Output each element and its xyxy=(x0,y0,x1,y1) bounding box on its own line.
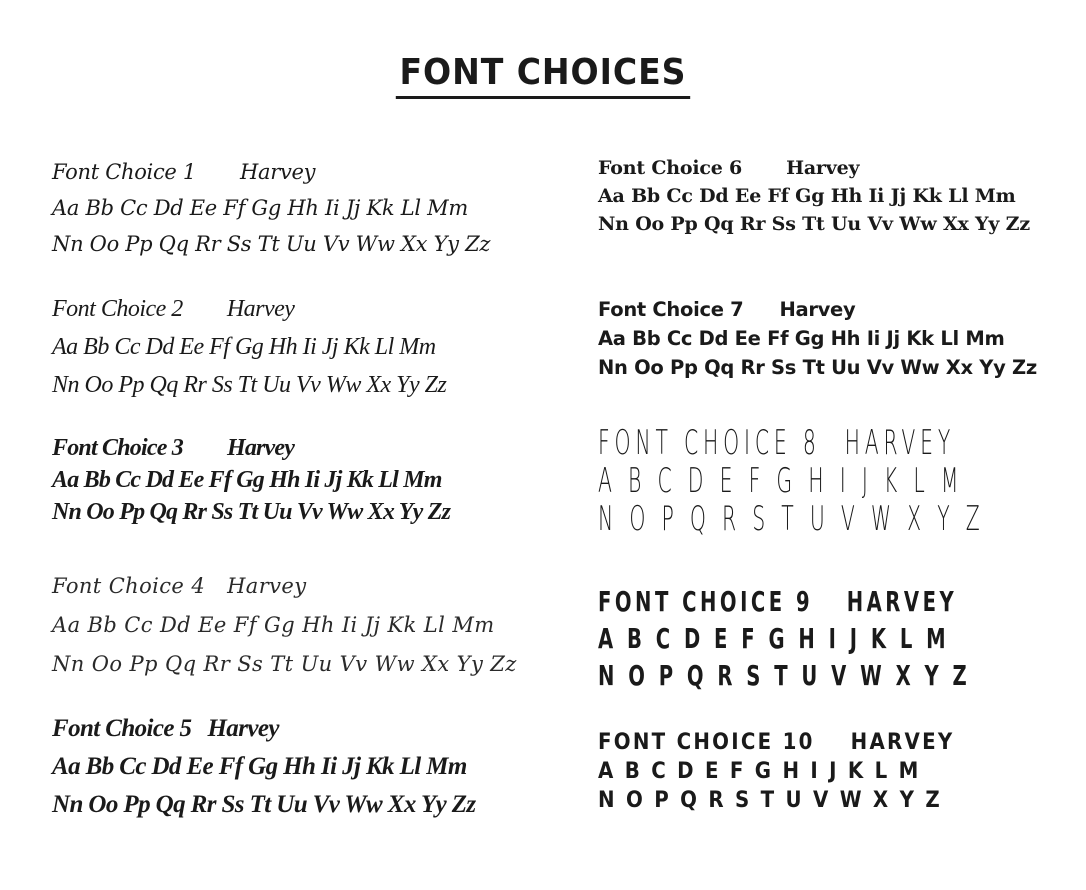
font-choice-label: Font Choice 2 xyxy=(52,296,183,322)
font-choice-label: Font Choice 4 xyxy=(52,574,206,598)
alphabet-line-1: A B C D E F G H I J K L M xyxy=(598,622,950,655)
font-choice-2 xyxy=(52,290,446,404)
font-choice-3 xyxy=(52,432,450,528)
font-choice-header xyxy=(52,432,450,464)
font-choice-4 xyxy=(52,567,517,684)
alphabet-line-1: Aa Bb Cc Dd Ee Ff Gg Hh Ii Jj Kk Ll Mm xyxy=(52,613,495,637)
font-choice-header xyxy=(598,295,1037,324)
alphabet-line-2: Nn Oo Pp Qq Rr Ss Tt Uu Vv Ww Xx Yy Zz xyxy=(52,232,491,256)
sample-name: Harvey xyxy=(226,296,295,322)
font-choice-header xyxy=(52,154,490,190)
alphabet-line-1: A B C D E F G H I J K L M xyxy=(598,759,921,784)
alphabet-line-2: Nn Oo Pp Qq Rr Ss Tt Uu Vv Ww Xx Yy Zz xyxy=(52,791,476,818)
alphabet-line-2: Nn Oo Pp Qq Rr Ss Tt Uu Vv Ww Xx Yy Zz xyxy=(52,499,451,525)
sample-name: Harvey xyxy=(226,435,295,461)
alphabet-line-2: Nn Oo Pp Qq Rr Ss Tt Uu Vv Ww Xx Yy Zz xyxy=(52,372,447,398)
alphabet-line-1: Aa Bb Cc Dd Ee Ff Gg Hh Ii Jj Kk Ll Mm xyxy=(598,185,1016,207)
sample-name: Harvey xyxy=(239,160,316,184)
alphabet-line-1: Aa Bb Cc Dd Ee Ff Gg Hh Ii Jj Kk Ll Mm xyxy=(52,467,442,493)
font-choice-label: FONT CHOICE 10 xyxy=(598,730,815,755)
font-choice-header xyxy=(598,728,954,757)
font-choice-1 xyxy=(52,154,490,262)
font-choice-header xyxy=(598,154,1030,182)
alphabet-line-2: N O P Q R S T U V W X Y Z xyxy=(598,499,985,539)
font-choice-header xyxy=(52,710,476,748)
font-choice-9 xyxy=(598,583,970,694)
font-choice-label: Font Choice 3 xyxy=(52,435,183,461)
font-choice-6 xyxy=(598,154,1030,238)
font-choice-label: FONT CHOICE 9 xyxy=(598,585,814,618)
sample-name: Harvey xyxy=(786,157,860,179)
page-title: FONT CHOICES xyxy=(396,52,690,99)
font-choice-header xyxy=(52,290,446,328)
font-choice-label: FONT CHOICE 8 xyxy=(598,423,821,463)
font-choice-header xyxy=(598,424,985,462)
sample-name: HARVEY xyxy=(850,730,955,755)
page-title-wrap xyxy=(0,52,1086,99)
sample-name: Harvey xyxy=(779,298,856,321)
sample-name: HARVEY xyxy=(844,423,956,463)
font-choice-label: Font Choice 5 xyxy=(52,715,192,742)
sample-name: Harvey xyxy=(227,574,307,598)
font-choice-5 xyxy=(52,710,476,824)
sample-name: Harvey xyxy=(207,715,279,742)
alphabet-line-1: Aa Bb Cc Dd Ee Ff Gg Hh Ii Jj Kk Ll Mm xyxy=(52,753,467,780)
font-choice-header xyxy=(52,567,517,606)
font-choice-header xyxy=(598,583,970,620)
alphabet-line-1: Aa Bb Cc Dd Ee Ff Gg Hh Ii Jj Kk Ll Mm xyxy=(598,327,1005,350)
alphabet-line-2: N O P Q R S T U V W X Y Z xyxy=(598,788,942,813)
alphabet-line-1: Aa Bb Cc Dd Ee Ff Gg Hh Ii Jj Kk Ll Mm xyxy=(52,196,468,220)
alphabet-line-2: Nn Oo Pp Qq Rr Ss Tt Uu Vv Ww Xx Yy Zz xyxy=(52,652,517,676)
font-choice-label: Font Choice 7 xyxy=(598,298,744,321)
font-choice-8 xyxy=(598,424,985,538)
alphabet-line-2: Nn Oo Pp Qq Rr Ss Tt Uu Vv Ww Xx Yy Zz xyxy=(598,356,1037,379)
font-choice-label: Font Choice 6 xyxy=(598,157,743,179)
font-choice-7 xyxy=(598,295,1037,382)
alphabet-line-1: Aa Bb Cc Dd Ee Ff Gg Hh Ii Jj Kk Ll Mm xyxy=(52,334,436,360)
alphabet-line-1: A B C D E F G H I J K L M xyxy=(598,461,964,501)
sample-name: HARVEY xyxy=(846,585,958,618)
alphabet-line-2: N O P Q R S T U V W X Y Z xyxy=(598,659,971,692)
alphabet-line-2: Nn Oo Pp Qq Rr Ss Tt Uu Vv Ww Xx Yy Zz xyxy=(598,213,1030,235)
font-choice-10 xyxy=(598,728,954,815)
font-choice-label: Font Choice 1 xyxy=(52,160,196,184)
